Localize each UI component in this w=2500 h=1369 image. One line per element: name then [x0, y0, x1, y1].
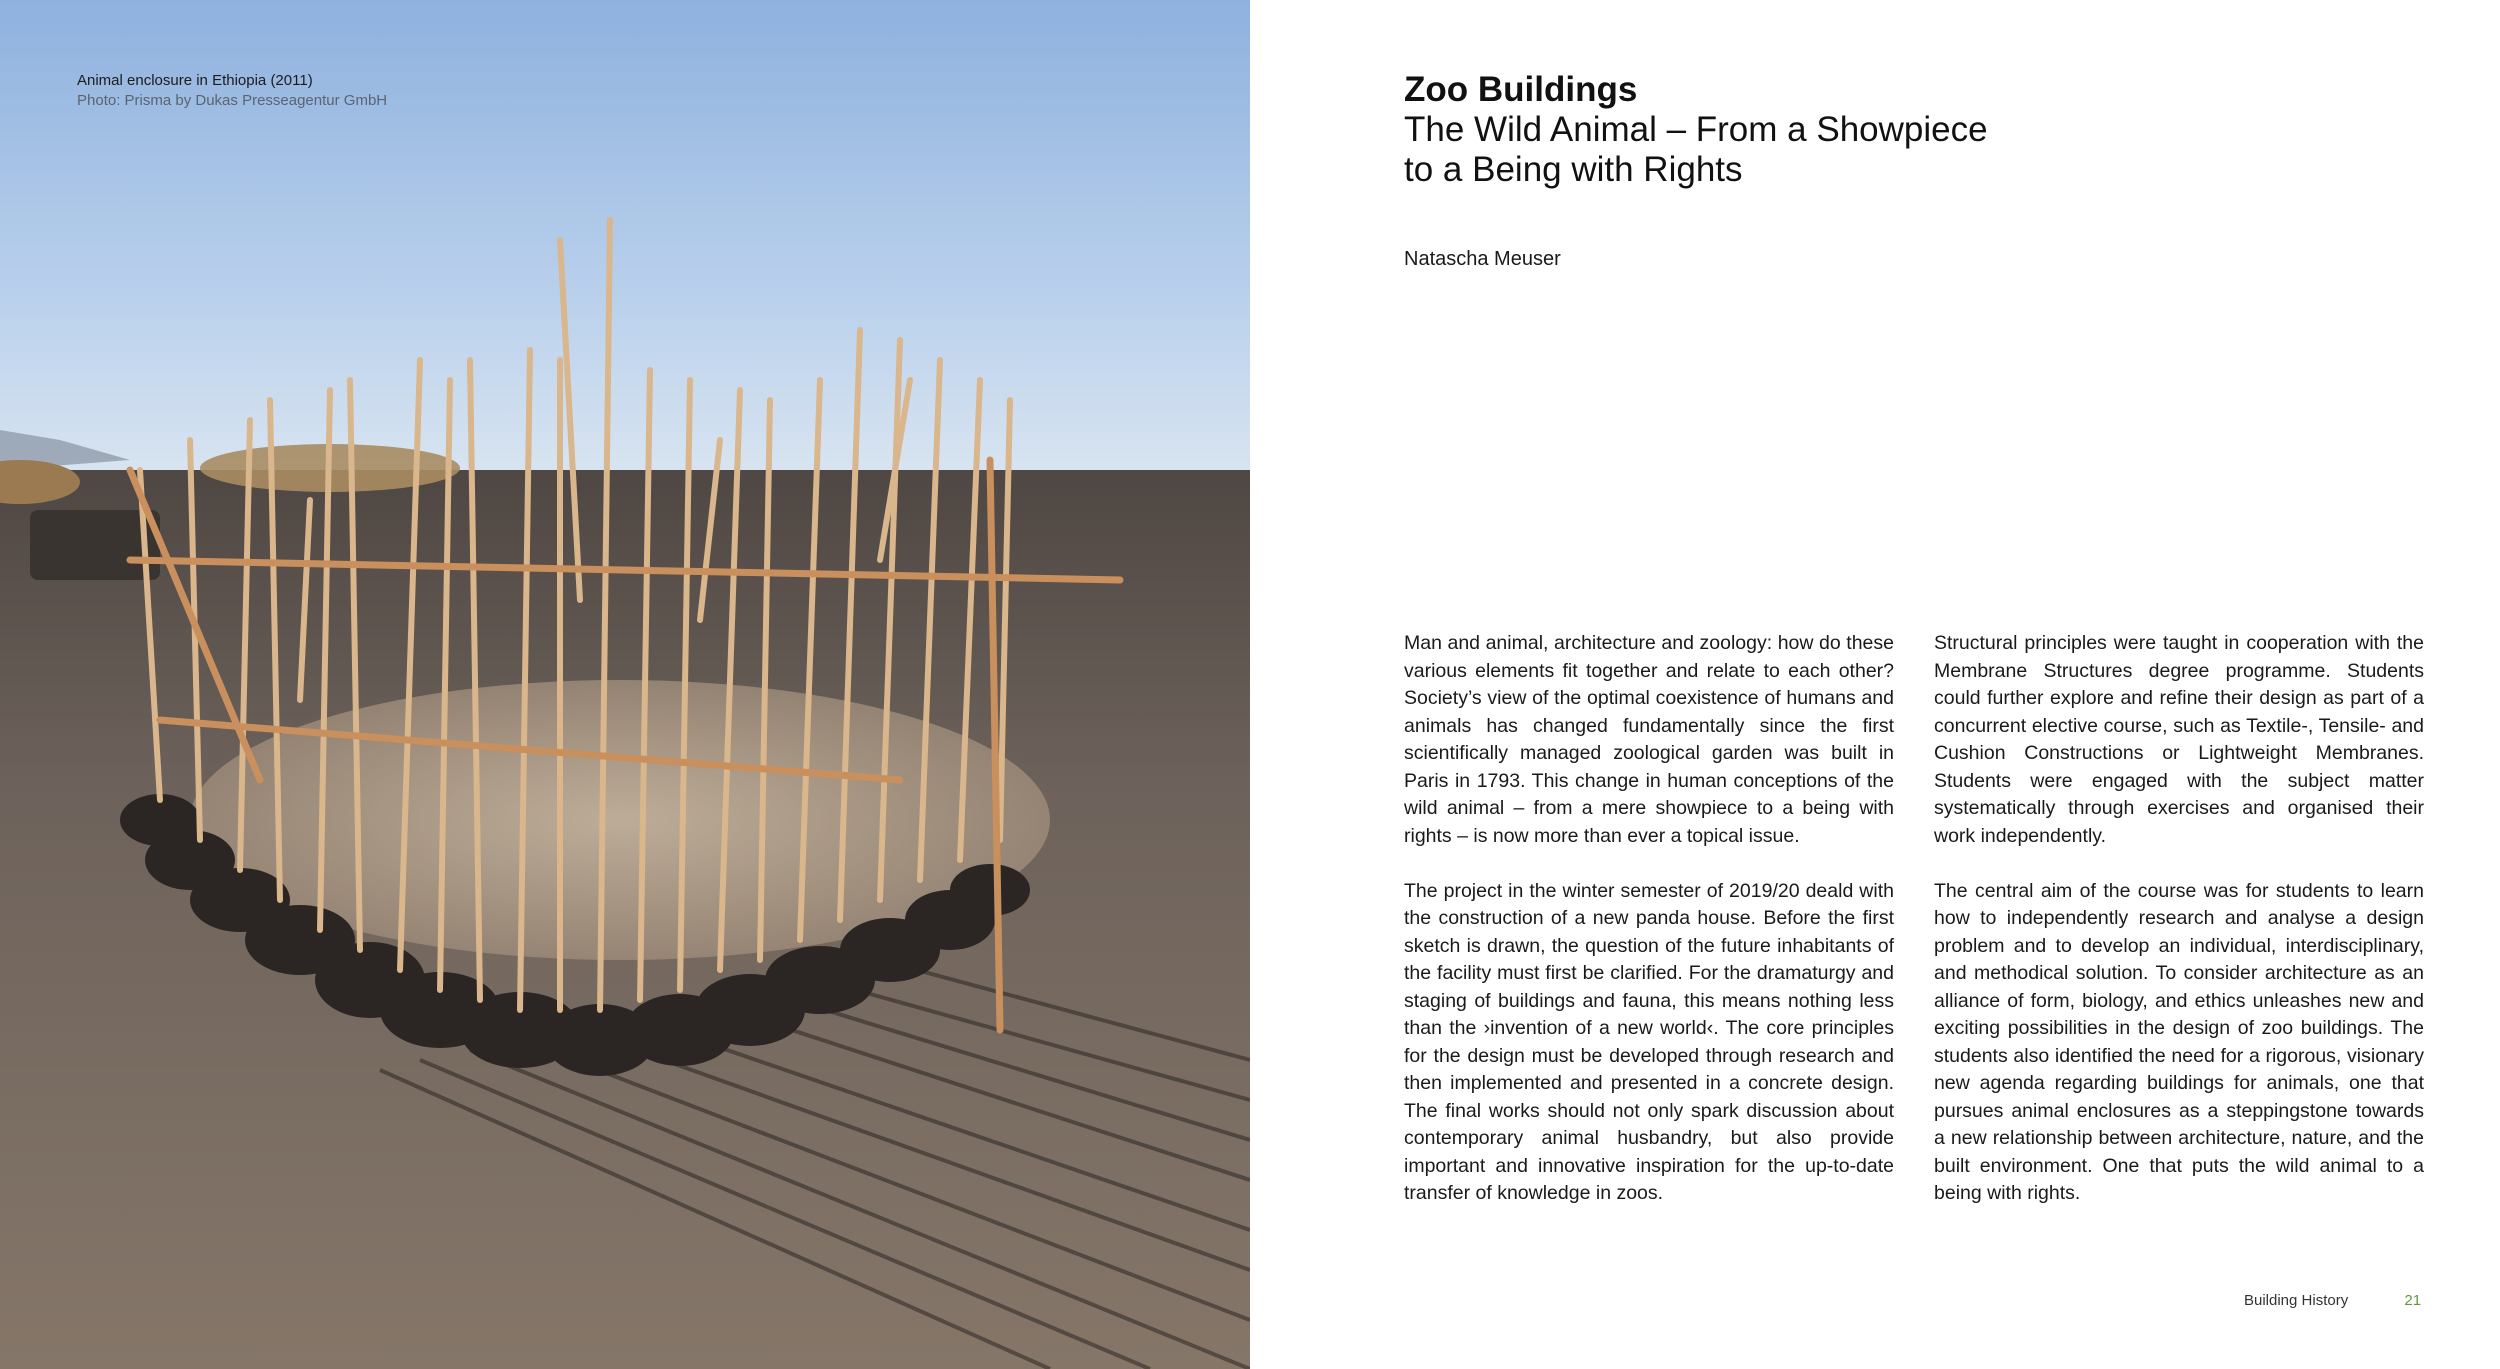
article-subtitle-line1: The Wild Animal – From a Showpiece — [1404, 110, 1988, 149]
article-subtitle-line2: to a Being with Rights — [1404, 150, 1743, 189]
photo-caption — [77, 71, 387, 111]
text-column-right — [1934, 630, 2424, 1235]
caption-credit: Photo: Prisma by Dukas Presseagentur GmbH — [77, 92, 388, 109]
article-title: Zoo Buildings — [1404, 70, 1638, 109]
footer-section-name: Building History — [2244, 1292, 2349, 1309]
text-column-left — [1404, 630, 1894, 1235]
article-author: Natascha Meuser — [1404, 248, 1561, 270]
article-page — [1250, 0, 2500, 1369]
paragraph: The central aim of the course was for students to learn how to independently research and analyse a design problem and to develop an individual, interdisciplinary, and methodical solution. To consider architecture as an alliance of form, biology, and ethics unleashes new and exciting possibilities in the design of zoo buildings. The students also identified the need for a rigorous, visionary new agenda regarding buildings for animals, one that pursues animal enclosures as a steppingstone towards a new relationship between architecture, nature, and the built environment. One that puts the wild animal to a being with rights. — [1934, 879, 2424, 1204]
page-footer — [2244, 1292, 2421, 1309]
caption-title: Animal enclosure in Ethiopia (2011) — [77, 72, 313, 89]
page-number: 21 — [2404, 1292, 2422, 1309]
paragraph: Man and animal, architecture and zoology: how do these various elements fit together and relate to each other? Society’s view of the optimal coexistence of humans and animals has changed fundamentally since the first scientifically managed zoological garden was built in Paris in 1793. This change in human conceptions of the wild animal – from a mere showpiece to a being with rights – is now more than ever a topical issue. — [1404, 632, 1894, 847]
paragraph: Structural principles were taught in cooperation with the Membrane Structures degree programme. Students could further explore and refine their design as part of a concurrent elective course, such as Textile-, Tensile- and Cushion Constructions or Lightweight Membranes. Students were engaged with the subject matter systematically through exercises and organised their work independently. — [1934, 632, 2424, 847]
article-heading — [1404, 70, 2304, 190]
paragraph: The project in the winter semester of 2019/20 deald with the construction of a new panda house. Before the first sketch is drawn, the question of the future inhabitants of the facility must first be clarified. For the dramaturgy and staging of buildings and fauna, this means nothing less than the ›invention of a new world‹. The core principles for the design must be developed through research and then implemented and presented in a concrete design. The final works should not only spark discussion about contemporary animal husbandry, but also provide important and innovative inspiration for the up-to-date transfer of knowledge in zoos. — [1404, 879, 1894, 1204]
